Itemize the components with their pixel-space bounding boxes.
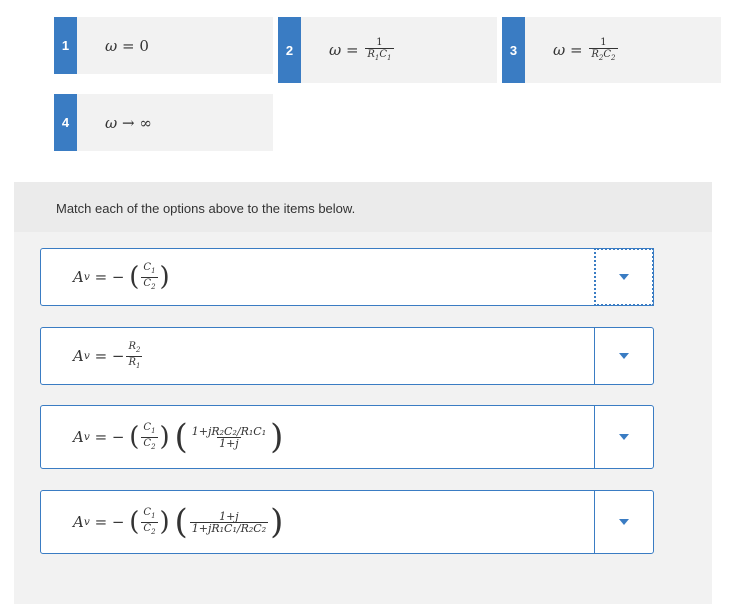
caret-down-icon (619, 274, 629, 280)
option-expression: ω → ∞ (105, 113, 152, 132)
option-expression: ω = $\frac{1}{R_1C_1}$ (329, 36, 392, 62)
instruction-text: Match each of the options above to the items below. (56, 201, 356, 216)
caret-down-icon (619, 434, 629, 440)
caret-down-icon (619, 519, 629, 525)
caret-down-icon (619, 353, 629, 359)
fraction: $\frac{1}{R_2C_2}$ (591, 36, 616, 62)
item-expression: A v = − ( $\frac{C_1}{C_2}$ ) (73, 261, 170, 292)
option-1[interactable] (54, 17, 273, 74)
answer-dropdown[interactable] (594, 406, 653, 468)
matching-panel (14, 182, 712, 604)
answer-dropdown[interactable] (594, 248, 654, 306)
option-2[interactable] (278, 17, 497, 83)
option-3[interactable] (502, 17, 721, 83)
option-number-badge: 2 (278, 17, 301, 83)
answer-dropdown[interactable] (594, 491, 653, 553)
panel-header (14, 182, 712, 232)
item-expression: A v = − ( $\frac{C_1}{C_2}$ ) ( $\frac{\text{1+jR₂C₂/R₁C₁}}{1+j}$ ) (73, 417, 284, 457)
fraction: $\frac{\text{1+jR₂C₂/R₁C₁}}{1+j}$ (191, 424, 267, 450)
fraction: $\frac{R_2}{R_1}$ (128, 340, 141, 370)
match-item-2 (40, 327, 654, 385)
option-4[interactable] (54, 94, 273, 151)
match-item-4 (40, 490, 654, 554)
fraction: $\frac{C_1}{C_2}$ (143, 261, 156, 291)
fraction: $\frac{C_1}{C_2}$ (143, 506, 156, 536)
item-expression: A v = − ( $\frac{C_1}{C_2}$ ) ( $\frac{1+j}{\text{1+jR₁C₁/R₂C₂}}$ ) (73, 502, 284, 542)
fraction: $\frac{1+j}{\text{1+jR₁C₁/R₂C₂}}$ (191, 509, 267, 535)
option-number-badge: 4 (54, 94, 77, 151)
fraction: $\frac{1}{R_1C_1}$ (367, 36, 392, 62)
answer-dropdown[interactable] (594, 328, 653, 384)
item-expression: A v = − $\frac{R_2}{R_1}$ (73, 340, 141, 370)
option-number-badge: 1 (54, 17, 77, 74)
fraction: $\frac{C_1}{C_2}$ (143, 421, 156, 451)
option-expression: ω = $\frac{1}{R_2C_2}$ (553, 36, 616, 62)
option-number-badge: 3 (502, 17, 525, 83)
match-item-3 (40, 405, 654, 469)
option-expression: ω = 0 (105, 36, 149, 55)
match-item-1 (40, 248, 654, 306)
